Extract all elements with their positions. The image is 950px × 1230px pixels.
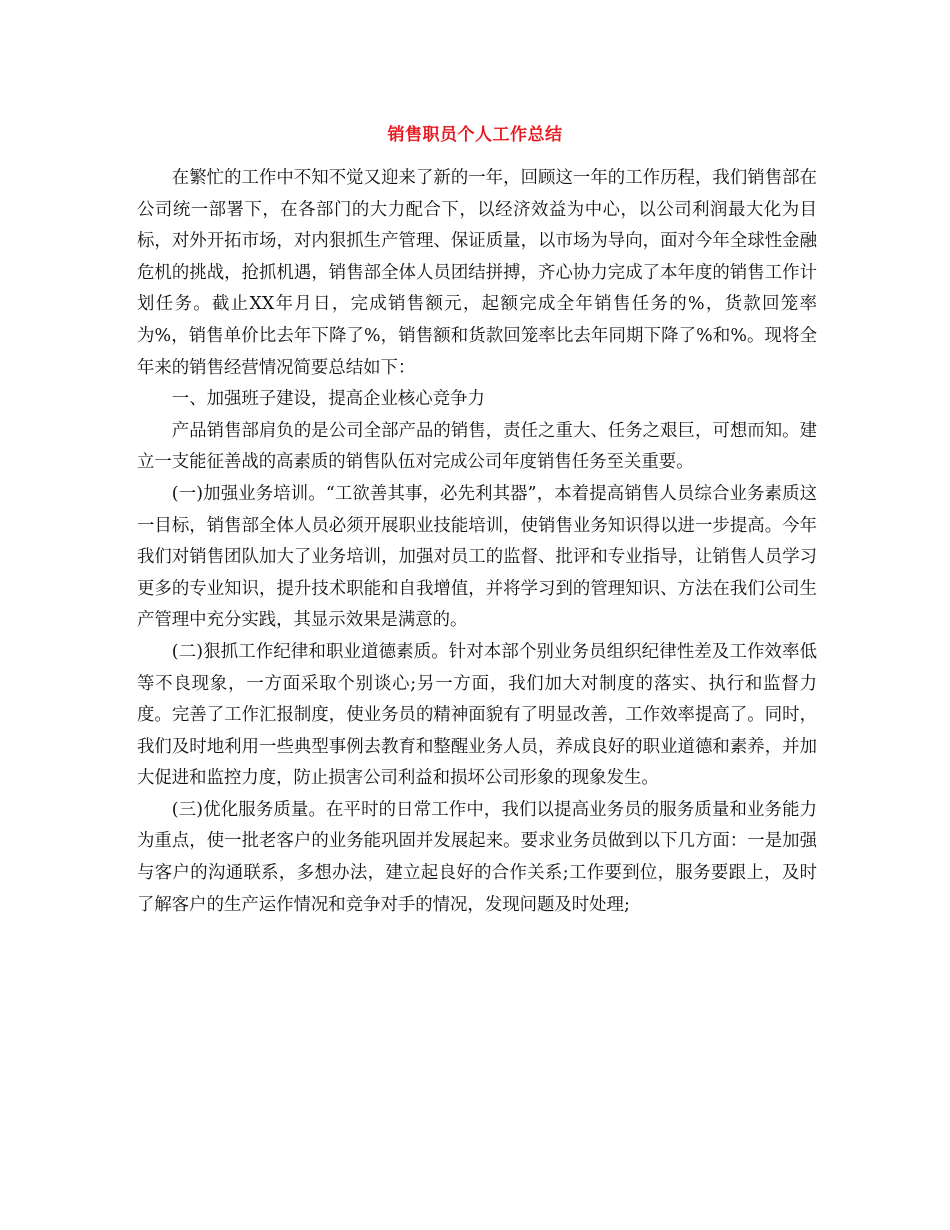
subsection-discipline: (二)狠抓工作纪律和职业道德素质。针对本部个别业务员组织纪律性差及工作效率低等不良现象，一方面采取个别谈心;另一方面，我们加大对制度的落实、执行和监督力度。完善了工作汇报制度，使业务员的精神面貌有了明显改善，工作效率提高了。同时，我们及时地利用一些典型事例去教育和整醒业务人员，养成良好的职业道德和素养，并加大促进和监控力度，防止损害公司利益和损坏公司形象的现象发生。 <box>137 641 817 789</box>
document-body <box>137 163 817 921</box>
subsection-service: (三)优化服务质量。在平时的日常工作中，我们以提高业务员的服务质量和业务能力为重点，使一批老客户的业务能巩固并发展起来。要求业务员做到以下几方面：一是加强与客户的沟通联系，多想办法，建立起良好的合作关系;工作要到位，服务要跟上，及时了解客户的生产运作情况和竞争对手的情况，发现问题及时处理; <box>137 799 817 915</box>
section-paragraph: 产品销售部肩负的是公司全部产品的销售，责任之重大、任务之艰巨，可想而知。建立一支能征善战的高素质的销售队伍对完成公司年度销售任务至关重要。 <box>137 420 817 473</box>
section-heading-1: 一、加强班子建设，提高企业核心竞争力 <box>171 389 485 410</box>
subsection-training: (一)加强业务培训。“工欲善其事，必先利其器”，本着提高销售人员综合业务素质这一目标，销售部全体人员必须开展职业技能培训，使销售业务知识得以进一步提高。今年我们对销售团队加大了业务培训，加强对员工的监督、批评和专业指导，让销售人员学习更多的专业知识，提升技术职能和自我增值，并将学习到的管理知识、方法在我们公司生产管理中充分实践，其显示效果是满意的。 <box>137 483 817 631</box>
intro-paragraph: 在繁忙的工作中不知不觉又迎来了新的一年，回顾这一年的工作历程，我们销售部在公司统一部署下，在各部门的大力配合下，以经济效益为中心，以公司利润最大化为目标，对外开拓市场，对内狠抓生产管理、保证质量，以市场为导向，面对今年全球性金融危机的挑战，抢抓机遇，销售部全体人员团结拼搏，齐心协力完成了本年度的销售工作计划任务。截止XX年月日，完成销售额元，起额完成全年销售任务的%，货款回笼率为%，销售单价比去年下降了%，销售额和货款回笼率比去年同期下降了%和%。现将全年来的销售经营情况简要总结如下： <box>137 168 817 378</box>
document-title: 销售职员个人工作总结 <box>387 125 563 145</box>
